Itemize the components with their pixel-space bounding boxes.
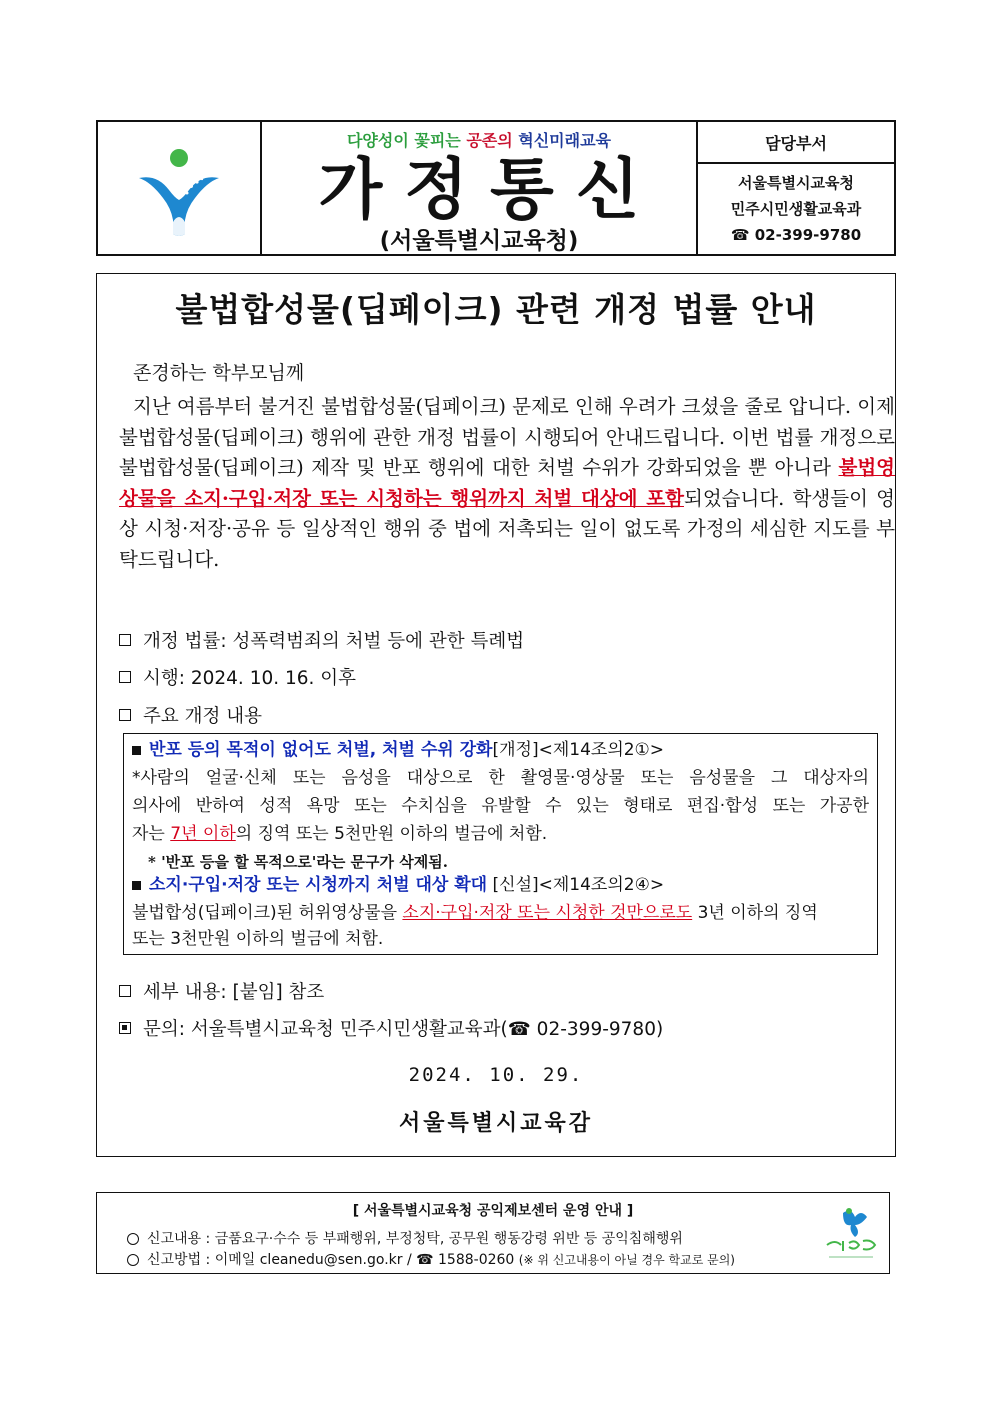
amendment-1-heading (132, 737, 869, 763)
amendment-2-ref: [신설]<제14조의2④> (487, 875, 665, 895)
amendment-1-line-3-b: 의 징역 또는 5천만원 이하의 벌금에 처함. (235, 824, 548, 844)
department-box (698, 122, 894, 254)
amendment-2-line-1-a: 불법합성(딥페이크)된 허위영상물을 (132, 903, 403, 923)
slogan (262, 128, 696, 151)
slogan-part-3: 혁신미래교육 (518, 131, 612, 150)
salutation: 존경하는 학부모님께 (133, 362, 305, 384)
slogan-part-2: 공존의 (466, 131, 513, 150)
amendment-2-title: 소지·구입·저장 또는 시청까지 처벌 대상 확대 (149, 875, 488, 895)
bullet-date (119, 664, 356, 690)
whistleblower-notice (96, 1192, 890, 1274)
checkbox-square-icon (119, 709, 131, 721)
notice-line-2-text: 신고방법 : 이메일 cleanedu@sen.go.kr / ☎ 1588-0260 (147, 1252, 519, 1268)
amendment-1-note: * '반포 등을 할 목적으로'라는 문구가 삭제됨. (148, 853, 448, 871)
intro-text-1: 지난 여름부터 불거진 불법합성물(딥페이크) 문제로 인해 우려가 크셨을 줄로 압니다. 이제 불법합성물(딥페이크) 행위에 관한 개정 법률이 시행되어 안내드립니다. 이번 법률 개정으로 불법합성물(딥페이크) 제작 및 반포 행위에 대한 처벌 수위가 강화되었을 뿐 아니라 (119, 395, 895, 479)
clean-seoul-education-logo (821, 1205, 881, 1263)
amendment-1-line-2: 의사에 반하여 성적 욕망 또는 수치심을 유발할 수 있는 형태로 편집·합성 또는 가공한 (132, 796, 869, 816)
amendment-1-title: 반포 등의 목적이 없어도 처벌, 처벌 수위 강화 (149, 740, 493, 760)
circle-bullet-icon (127, 1254, 139, 1266)
checkbox-square-icon (119, 985, 131, 997)
amendment-2-line-1-b: 3년 이하의 징역 (692, 903, 818, 923)
notice-line-1-text: 신고내용 : 금품요구·수수 등 부패행위, 부정청탁, 공무원 행동강령 위반 등 공익침해행위 (147, 1231, 683, 1247)
intro-paragraph (119, 392, 895, 575)
seoul-education-logo (98, 122, 262, 254)
amendment-1-line-3 (132, 821, 869, 847)
newsletter-title: 가정통신 (318, 151, 662, 228)
letter-body (96, 273, 896, 1157)
amendment-1-line-3-a: 자는 (132, 824, 171, 844)
amendment-2-heading (132, 872, 869, 898)
amendment-2-scope: 소지·구입·저장 또는 시청한 것만으로도 (402, 903, 693, 923)
department-info (698, 164, 894, 254)
amendment-box (123, 733, 878, 955)
bullet-detail-text: 세부 내용: [붙임] 참조 (143, 982, 325, 1003)
filled-checkbox-icon (119, 1022, 131, 1034)
bullet-contact (119, 1015, 663, 1041)
amendment-1-line-1: *사람의 얼굴·신체 또는 음성을 대상으로 한 촬영물·영상물 또는 음성물을 그 대상자의 (132, 768, 869, 788)
bullet-contents-text: 주요 개정 내용 (143, 706, 262, 727)
title-area (262, 122, 698, 254)
amendment-2-line-2: 또는 3천만원 이하의 벌금에 처함. (132, 929, 384, 949)
letter-signer: 서울특별시교육감 (398, 1110, 594, 1136)
newsletter-header (96, 120, 896, 256)
checkbox-square-icon (119, 671, 131, 683)
document-title: 불법합성물(딥페이크) 관련 개정 법률 안내 (175, 290, 817, 329)
bullet-law (119, 627, 524, 653)
department-org: 서울특별시교육청 (738, 174, 854, 192)
filled-square-icon (132, 881, 141, 890)
bullet-contact-text: 문의: 서울특별시교육청 민주시민생활교육과(☎ 02-399-9780) (143, 1019, 664, 1040)
department-label: 담당부서 (698, 122, 894, 164)
seoul-emblem-icon (129, 138, 229, 238)
amendment-1-ref: [개정]<제14조의2①> (492, 740, 665, 760)
bullet-contents (119, 702, 262, 728)
amendment-2-line-1 (132, 900, 869, 926)
checkbox-square-icon (119, 634, 131, 646)
department-phone: ☎ 02-399-9780 (730, 226, 862, 244)
intro-text-2: 되었습니다. 학생들이 영상 시청·저장·공유 등 일상적인 행위 중 법에 저촉되는 일이 없도록 가정의 세심한 지도를 부탁드립니다. (119, 486, 895, 571)
bullet-law-text: 개정 법률: 성폭력범죄의 처벌 등에 관한 특례법 (143, 631, 525, 652)
notice-line-2-note: (※ 위 신고내용이 아닐 경우 학교로 문의) (518, 1253, 735, 1267)
bullet-date-text: 시행: 2024. 10. 16. 이후 (143, 668, 357, 689)
circle-bullet-icon (127, 1233, 139, 1245)
notice-line-2 (127, 1249, 735, 1269)
notice-title: [ 서울특별시교육청 공익제보센터 운영 안내 ] (352, 1203, 634, 1219)
bullet-detail (119, 978, 324, 1004)
letter-date: 2024. 10. 29. (408, 1064, 584, 1086)
amendment-1-penalty: 7년 이하 (170, 824, 236, 844)
slogan-part-1: 다양성이 꽃피는 (346, 131, 461, 150)
department-name: 민주시민생활교육과 (730, 200, 862, 218)
filled-square-icon (132, 746, 141, 755)
notice-line-1 (127, 1228, 683, 1248)
intro-highlight: 불법영상물을 소지·구입·저장 또는 시청하는 행위까지 처벌 대상에 포함 (119, 456, 895, 510)
newsletter-subtitle: (서울특별시교육청) (379, 228, 579, 254)
